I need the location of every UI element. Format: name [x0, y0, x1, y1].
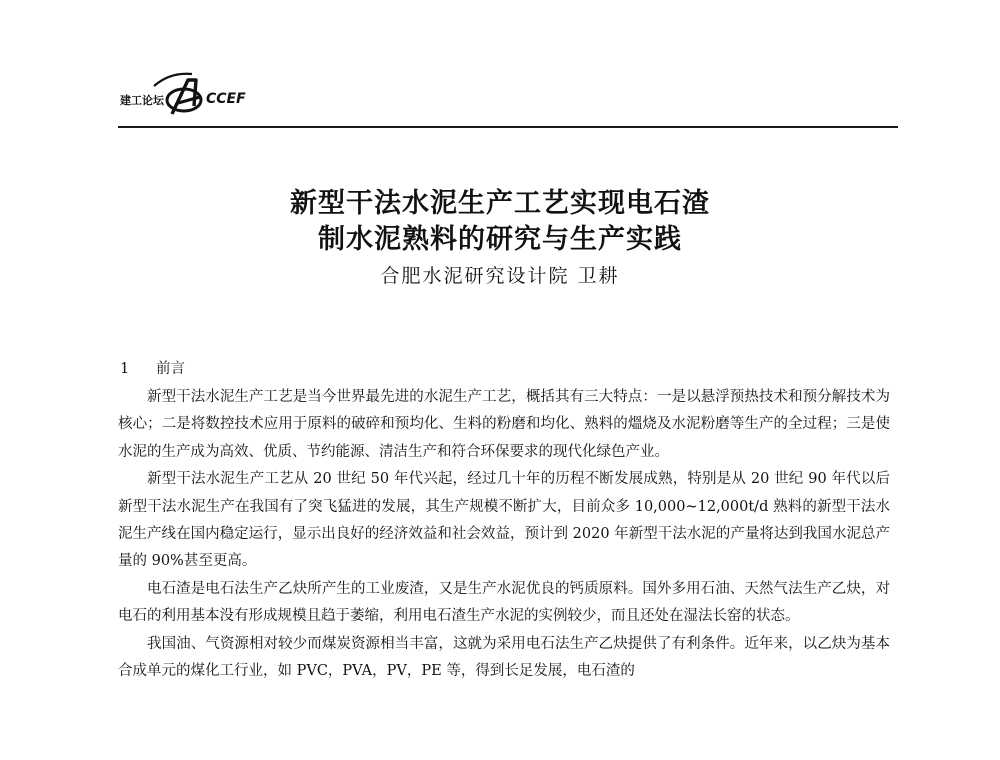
- paragraph: 新型干法水泥生产工艺从 20 世纪 50 年代兴起，经过几十年的历程不断发展成熟，特别是从 20 世纪 90 年代以后新型干法水泥生产在我国有了突飞猛进的发展，其生产规模不断扩大，目前众多 10,000~12,000t/d 熟料的新型干法水泥生产线在国内稳定运行，显示出良好的经济效益和社会效益，预计到 2020 年新型干法水泥的产量将达到我国水泥总产量的 90%甚至更高。: [118, 471, 890, 570]
- section-heading: [120, 357, 185, 381]
- section-title: 前言: [156, 361, 185, 377]
- title-block: [0, 186, 1000, 290]
- header-divider: [118, 126, 898, 128]
- ccef-logo: [120, 66, 262, 126]
- author-affiliation: 合肥水泥研究设计院 卫耕: [380, 265, 620, 287]
- section-number: 1: [120, 361, 130, 377]
- logo-text: 建工论坛: [120, 94, 164, 107]
- paper-title-line-2: 制水泥熟料的研究与生产实践: [318, 224, 682, 255]
- paper-title-line-1: 新型干法水泥生产工艺实现电石渣: [290, 188, 710, 219]
- paragraph: 新型干法水泥生产工艺是当今世界最先进的水泥生产工艺，概括其有三大特点：一是以悬浮预热技术和预分解技术为核心；二是将数控技术应用于原料的破碎和预均化、生料的粉磨和均化、熟料的熅烧及水泥粉磨等生产的全过程；三是使水泥的生产成为高效、优质、节约能源、清洁生产和符合环保要求的现代化绿色产业。: [118, 389, 890, 460]
- paragraph: 我国油、气资源相对较少而煤炭资源相当丰富，这就为采用电石法生产乙炔提供了有利条件。近年来，以乙炔为基本合成单元的煤化工行业，如 PVC，PVA，PV，PE 等，得到长足发展，电石渣的: [118, 635, 890, 680]
- paragraph: 电石渣是电石法生产乙炔所产生的工业废渣，又是生产水泥优良的钙质原料。国外多用石油、天然气法生产乙炔，对电石的利用基本没有形成规模且趋于萎缩，利用电石渣生产水泥的实例较少，而且还处在湿法长窑的状态。: [118, 580, 890, 625]
- body-text: [118, 384, 890, 685]
- logo-mark-text: CCEF: [206, 91, 246, 107]
